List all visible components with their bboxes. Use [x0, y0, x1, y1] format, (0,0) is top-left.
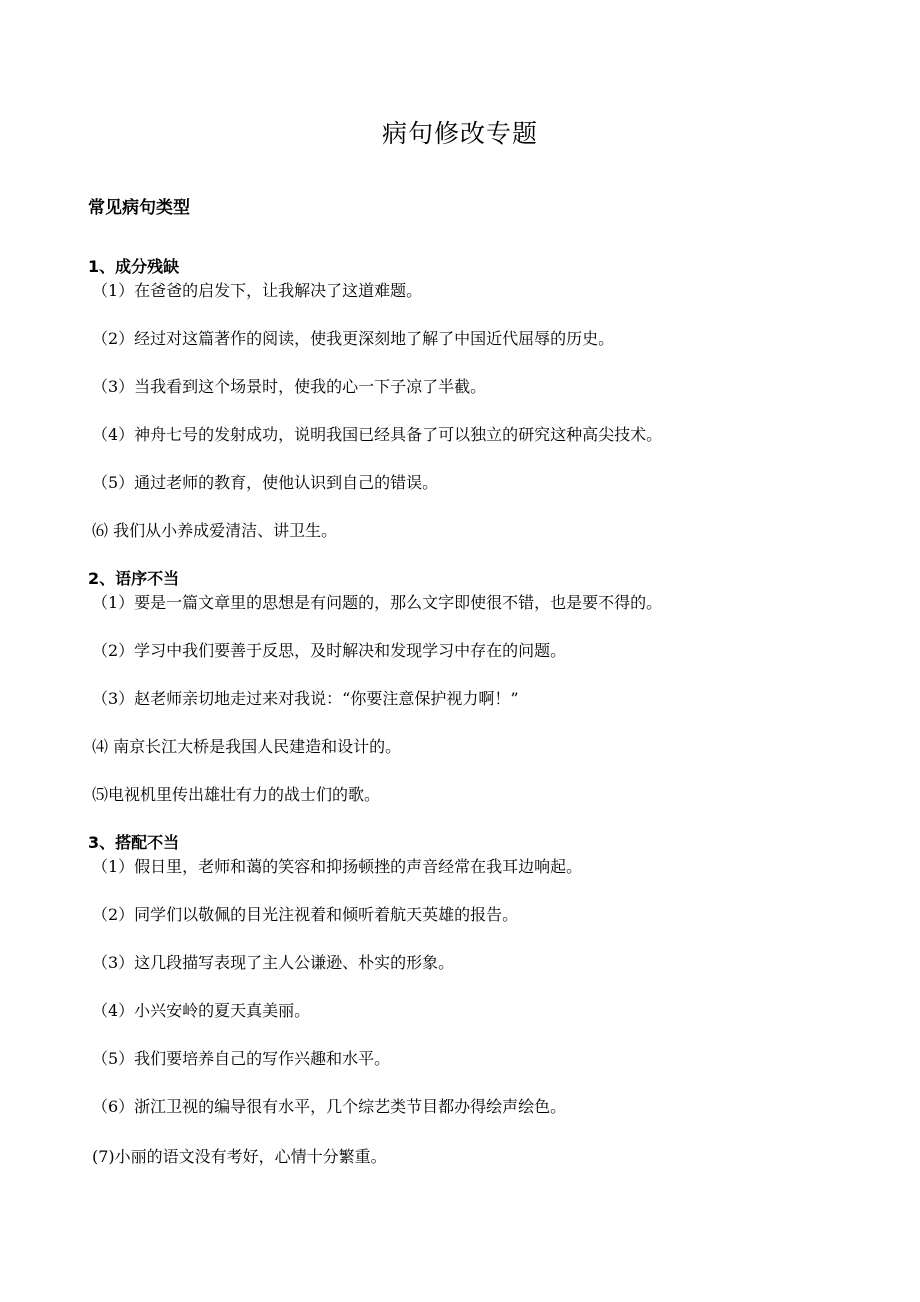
list-item: ⑹ 我们从小养成爱清洁、讲卫生。	[92, 521, 338, 540]
list-item: ⑷ 南京长江大桥是我国人民建造和设计的。	[92, 737, 402, 756]
section-heading-3: 3、搭配不当	[88, 833, 180, 852]
list-item: （1）在爸爸的启发下，让我解决了这道难题。	[92, 281, 423, 300]
list-item: （2）学习中我们要善于反思，及时解决和发现学习中存在的问题。	[92, 641, 567, 660]
list-item: （2）同学们以敬佩的目光注视着和倾听着航天英雄的报告。	[92, 905, 519, 924]
list-item: （6）浙江卫视的编导很有水平，几个综艺类节目都办得绘声绘色。	[92, 1097, 567, 1116]
list-item: （3）这几段描写表现了主人公谦逊、朴实的形象。	[92, 953, 455, 972]
list-item: ⑸电视机里传出雄壮有力的战士们的歌。	[92, 785, 381, 804]
list-item: （1）假日里，老师和蔼的笑容和抑扬顿挫的声音经常在我耳边响起。	[92, 857, 583, 876]
list-item: （4）小兴安岭的夏天真美丽。	[92, 1001, 311, 1020]
section-heading-1: 1、成分残缺	[88, 257, 180, 276]
section-title: 常见病句类型	[88, 198, 190, 218]
section-heading-2: 2、语序不当	[88, 569, 180, 588]
list-item: （1）要是一篇文章里的思想是有问题的，那么文字即使很不错，也是要不得的。	[92, 593, 663, 612]
list-item: （3）赵老师亲切地走过来对我说：“你要注意保护视力啊！”	[92, 689, 519, 708]
list-item: （5）我们要培养自己的写作兴趣和水平。	[92, 1049, 391, 1068]
page-title: 病句修改专题	[381, 119, 538, 148]
list-item: （3）当我看到这个场景时，使我的心一下子凉了半截。	[92, 377, 487, 396]
list-item: (7)小丽的语文没有考好，心情十分繁重。	[92, 1147, 387, 1166]
list-item: （2）经过对这篇著作的阅读，使我更深刻地了解了中国近代屈辱的历史。	[92, 329, 615, 348]
list-item: （4）神舟七号的发射成功，说明我国已经具备了可以独立的研究这种高尖技术。	[92, 425, 663, 444]
list-item: （5）通过老师的教育，使他认识到自己的错误。	[92, 473, 439, 492]
